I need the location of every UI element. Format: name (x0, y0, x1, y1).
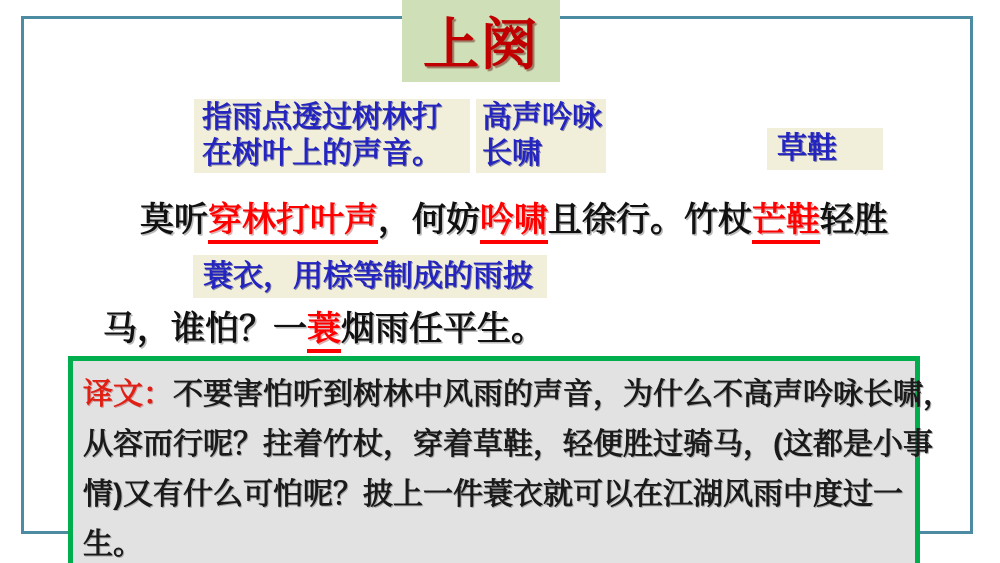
annotation-line: 草鞋 (777, 132, 837, 165)
annotation-line: 指雨点透过树林打 (202, 101, 442, 134)
poem-line-1 (140, 192, 888, 241)
poem-annotated-term: 穿林打叶声 (208, 201, 378, 244)
translation-line-text: 不要害怕听到树林中风雨的声音，为什么不高声吟咏长啸， (173, 378, 953, 411)
poem-text: 且徐行。竹杖 (548, 201, 752, 239)
poem-text: 马，谁怕？一 (103, 310, 307, 348)
translation-box (68, 356, 953, 563)
annotation-coir-raincoat (193, 255, 547, 298)
translation-line: 从容而行呢？拄着竹杖，穿着草鞋，轻便胜过骑马，(这都是小事 (83, 428, 933, 461)
annotation-chant-whistle (476, 99, 606, 173)
stanza-title: 上阕 (423, 13, 539, 76)
stanza-title-box (402, 0, 560, 82)
translation-line: 情)又有什么可怕呢？披上一件蓑衣就可以在江湖风雨中度过一 (83, 478, 903, 511)
annotation-straw-sandals (767, 128, 883, 170)
annotation-line: 高声吟咏 (482, 101, 602, 134)
poem-text: 莫听 (140, 201, 208, 239)
poem-text: ，何妨 (378, 201, 480, 239)
translation-label: 译文： (83, 378, 173, 411)
annotation-line: 蓑衣，用棕等制成的雨披 (203, 260, 533, 293)
annotation-line: 在树叶上的声音。 (202, 137, 442, 170)
poem-annotated-term: 芒鞋 (752, 201, 820, 244)
poem-annotated-term: 蓑 (307, 310, 341, 353)
translation-line (83, 370, 953, 420)
poem-annotated-term: 吟啸 (480, 201, 548, 244)
poem-text: 轻胜 (820, 201, 888, 239)
poem-text: 烟雨任平生。 (341, 310, 545, 348)
annotation-rain-on-leaves (194, 99, 470, 173)
translation-line: 生。 (83, 528, 143, 561)
annotation-line: 长啸 (482, 137, 542, 170)
poem-line-2 (103, 301, 545, 350)
